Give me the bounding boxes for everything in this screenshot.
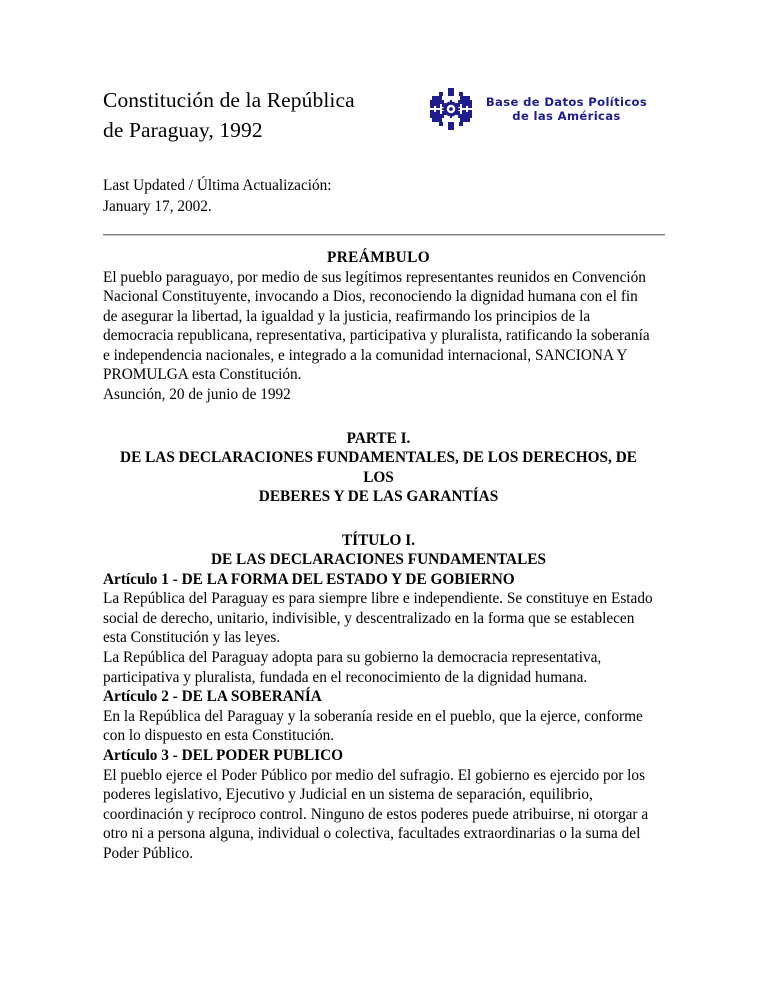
parte-heading xyxy=(103,429,654,507)
mesoamerican-greca-emblem-icon xyxy=(428,86,474,132)
logo-text xyxy=(481,95,654,124)
last-updated-block xyxy=(103,175,654,217)
parte-number: PARTE I. xyxy=(346,429,411,447)
logo-text-line-1: Base de Datos Políticos xyxy=(485,94,648,109)
article-paragraph: El pueblo ejerce el Poder Público por medio del sufragio. El gobierno es ejercido por los poderes legislativo, Ejecutivo y Judicial en un sistema de separación, equilibrio, coordinación y recíproco control. Ninguno de estos poderes puede atribuirse, ni otorgar a otro ni a persona alguna, individual o colectiva, facultades extraordinarias o la suma del Poder Público. xyxy=(103,766,649,862)
document-header xyxy=(103,85,654,157)
last-updated-label: Last Updated / Última Actualización: xyxy=(103,177,332,194)
titulo-number: TÍTULO I. xyxy=(341,531,416,549)
header-divider xyxy=(103,234,665,236)
site-logo[interactable] xyxy=(428,84,654,134)
article-paragraph: La República del Paraguay es para siempre libre e independiente. Se constituye en Estado social de derecho, unitario, indivisible, y descentralizado en la forma que se establecen esta Constitución y las leyes. xyxy=(103,590,653,647)
page-title xyxy=(103,85,423,145)
title-line-1: Constitución de la República xyxy=(103,88,355,112)
article-heading: Artículo 2 - DE LA SOBERANÍA xyxy=(103,688,322,706)
parte-title-line-1: DE LAS DECLARACIONES FUNDAMENTALES, DE LOS DERECHOS, DE LOS xyxy=(120,449,637,486)
titulo-heading xyxy=(103,531,654,570)
last-updated-value: January 17, 2002. xyxy=(103,198,212,215)
preamble-place-date: Asunción, 20 de junio de 1992 xyxy=(103,386,291,404)
article-heading: Artículo 1 - DE LA FORMA DEL ESTADO Y DE GOBIERNO xyxy=(103,570,515,588)
titulo-title: DE LAS DECLARACIONES FUNDAMENTALES xyxy=(210,551,547,569)
parte-title-line-2: DEBERES Y DE LAS GARANTÍAS xyxy=(258,488,499,506)
article-heading: Artículo 3 - DEL PODER PUBLICO xyxy=(103,747,344,764)
document-content xyxy=(103,0,654,864)
article-paragraph: En la República del Paraguay y la soberanía reside en el pueblo, que la ejerce, conforme con lo dispuesto en esta Constitución. xyxy=(103,707,643,745)
preamble-text: El pueblo paraguayo, por medio de sus legítimos representantes reunidos en Convención Nacional Constituyente, invocando a Dios, reconociendo la dignidad humana con el fin de asegurar la libertad, la igualdad y la justicia, reafirmando los principios de la democracia republicana, representativa, participativa y pluralista, ratificando la soberanía e independencia nacionales, e integrado a la comunidad internacional, SANCIONA Y PROMULGA esta Constitución. xyxy=(103,268,650,384)
logo-text-line-2: de las Américas xyxy=(512,109,621,123)
title-line-2: de Paraguay, 1992 xyxy=(103,118,263,142)
article-paragraph: La República del Paraguay adopta para su gobierno la democracia representativa, participativa y pluralista, fundada en el reconocimiento de la dignidad humana. xyxy=(103,649,602,686)
preamble-heading: PREÁMBULO xyxy=(326,249,431,266)
